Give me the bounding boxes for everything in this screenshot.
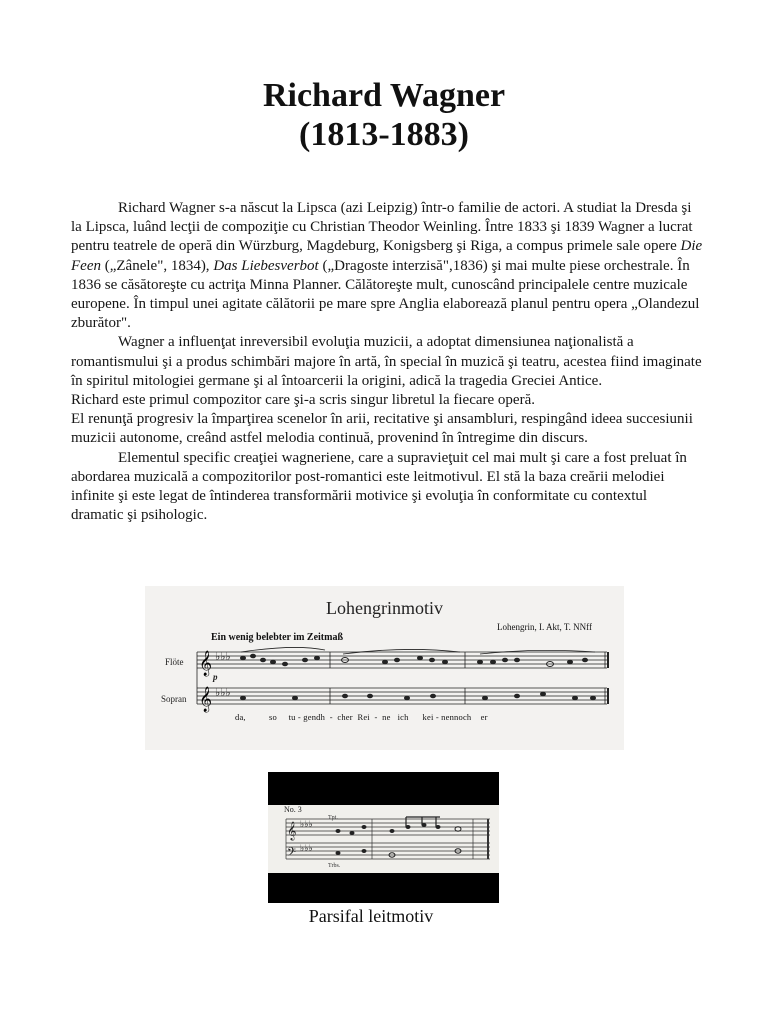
biography-text-3: („Dragoste interzisă",1836) şi mai multe piese orchestrale. În 1836 se căsătoreşte cu actriţa Minna Planner. Călătoreşte mult, cunoscând principalele centre muzicale europene. În timpul unei agitate călătorii pe mare spre Anglia elaborează planul pentru opera „Olandezul zburător". — [71, 257, 700, 332]
svg-text:𝄞: 𝄞 — [199, 687, 213, 712]
score-number: No. 3 — [284, 805, 302, 814]
lohengrin-score-image — [145, 586, 624, 750]
dynamic-marking: p — [213, 672, 218, 682]
score-source: Lohengrin, I. Akt, T. NNff — [497, 622, 592, 632]
lower-marking: Trbs. — [328, 863, 341, 869]
svg-text:♭♭♭: ♭♭♭ — [300, 844, 313, 854]
svg-text:♭♭♭: ♭♭♭ — [215, 686, 231, 699]
score-lyrics: da, so tu - gendh - cher Rei - ne ich kei - nennoch er — [235, 712, 488, 722]
parsifal-score-image — [268, 772, 499, 903]
parsifal-staves-graphic — [268, 805, 499, 873]
paragraph-continuous-melody: El renunţă progresiv la împarţirea scenelor în arii, recitative şi ansambluri, respingând ideea succesiunii muzicii autonome, creând astfel melodia continuă, provenind în întregime din discurs. — [71, 411, 693, 447]
paragraph-biography — [71, 199, 703, 333]
svg-text:𝄞: 𝄞 — [287, 821, 297, 840]
score-title: Lohengrinmotiv — [326, 598, 443, 618]
article-body — [71, 199, 703, 525]
tempo-marking: Ein wenig belebter im Zeitmaß — [211, 632, 344, 643]
paragraph-libretto: Richard este primul compozitor care şi-a scris singur libretul la fiecare operă. — [71, 392, 535, 409]
biography-text-2: („Zânele", 1834), — [100, 257, 214, 274]
opera-title-die-feen: Die Feen — [71, 238, 703, 274]
svg-text:♭♭♭: ♭♭♭ — [300, 820, 313, 830]
page-title — [0, 76, 768, 154]
title-dates: (1813-1883) — [299, 116, 469, 153]
title-name: Richard Wagner — [262, 77, 506, 114]
parsifal-caption: Parsifal leitmotiv — [308, 906, 434, 926]
music-staves-graphic — [145, 586, 624, 750]
paragraph-leitmotiv: Elementul specific creaţiei wagneriene, care a supravieţuit cel mai mult şi care a fost preluat în abordarea muzicală a compozitorilor post-romantici este leitmotivul. El stă la baza creării melodiei infinite şi este legat de întinderea transformării motivice şi evoluţia în conformitate cu contextul — [71, 449, 687, 505]
paragraph-leitmotiv-end: dramatic şi psihologic. — [71, 507, 208, 524]
staff-label-soprano: Sopran — [161, 694, 187, 704]
parsifal-score-area — [268, 805, 499, 873]
paragraph-influence: Wagner a influenţat inreversibil evoluţia muzicii, a adoptat dimensiunea naţionalistă a romantismului şi a produs schimbări majore în artă, în special în muzică şi teatru, acestea fiind imaginate în spiritul mitologiei germane şi al întoarcerii la origini, adică la tragedia Greciei Antice. — [71, 334, 702, 389]
svg-text:𝄞: 𝄞 — [199, 651, 213, 676]
upper-marking: Tpt. — [328, 815, 338, 821]
biography-text-1: Richard Wagner s-a născut la Lipsca (azi Leipzig) într-o familie de actori. A studiat la Dresda şi la Lipsca, luând lecţii de compoziţie cu Christian Theodor Weinling. Între 1833 şi 1839 Wagner a lucrat pentru teatrele de operă din Würzburg, Magdeburg, Konigsberg şi Riga, a compus primele sale opere — [71, 200, 693, 255]
staff-label-flute: Flöte — [165, 657, 184, 667]
svg-text:♭♭♭: ♭♭♭ — [215, 650, 231, 663]
svg-text:𝄢: 𝄢 — [287, 846, 297, 862]
opera-title-das-liebesverbot: Das Liebesverbot — [213, 257, 319, 274]
